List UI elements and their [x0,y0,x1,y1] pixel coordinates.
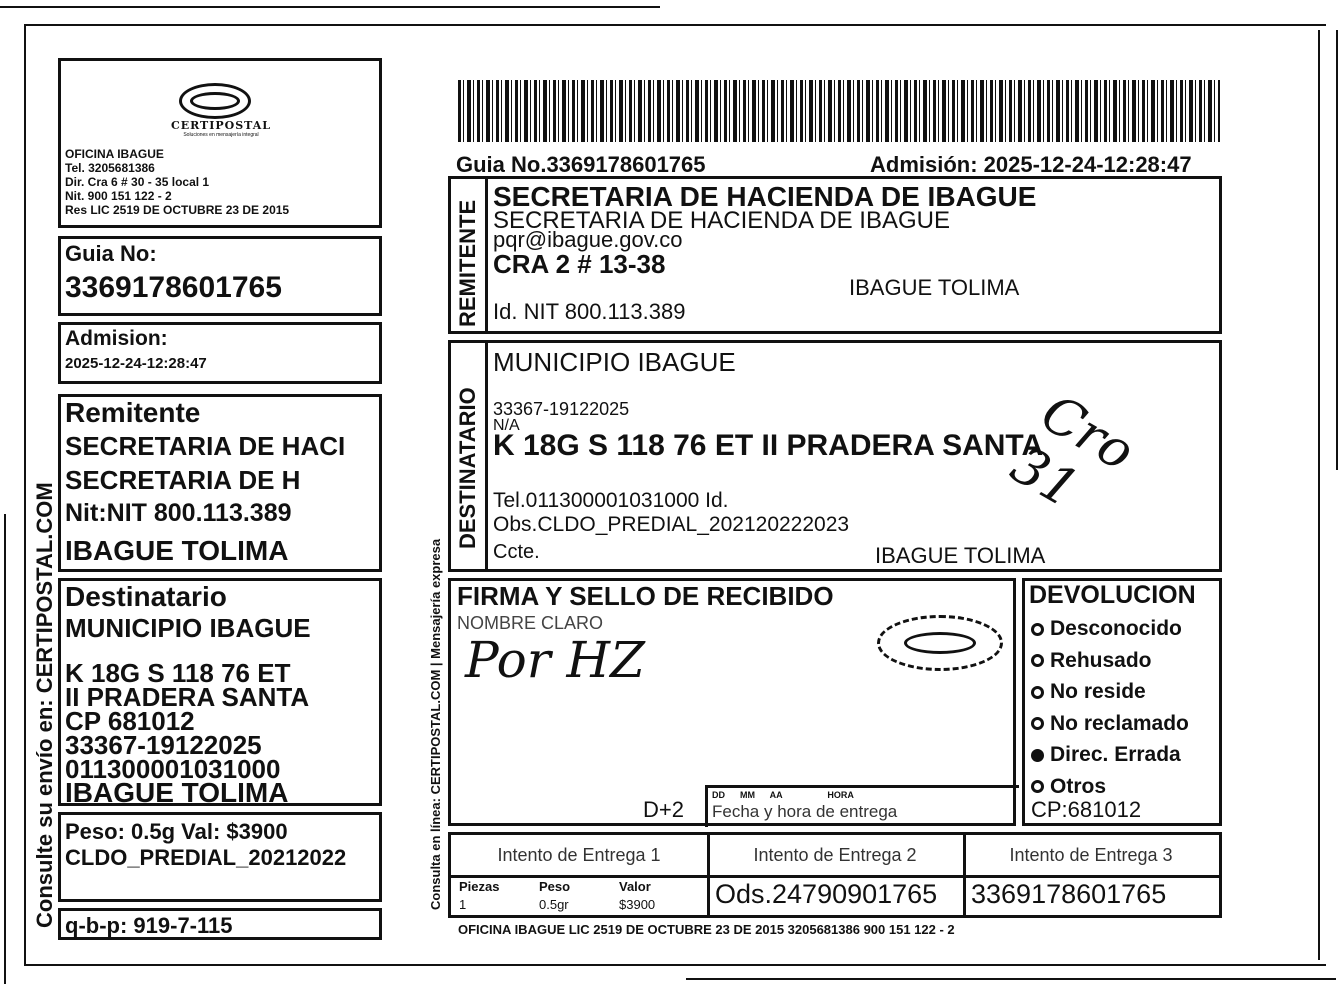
paper-right-edge [1318,30,1320,960]
dest-tel: 011300001031000 [65,754,281,784]
intentos-block [448,832,1222,918]
intento-1: Intento de Entrega 1 [497,845,661,865]
remitente-box [58,394,382,572]
dest-name: MUNICIPIO IBAGUE [65,613,311,643]
dest-ccte: Ccte. [493,541,540,563]
remitente-label: Remitente [65,397,201,428]
brand-tagline: Soluciones en mensajería integral [183,132,259,138]
guia-label: Guia No: [65,241,157,266]
fecha-label: Fecha y hora de entrega [712,802,898,821]
valor-value: $3900 [619,897,656,912]
dest-addr1: K 18G S 118 76 ET [65,658,291,688]
firma-block [448,578,1016,826]
dest-ref: 33367-19122025 [65,730,262,760]
option-no-reclamado[interactable]: No reclamado [1031,708,1189,740]
remitente-city: IBAGUE TOLIMA [65,535,289,566]
destinatario-box [58,578,382,806]
qbp-value: q-b-p: 919-7-115 [65,913,233,938]
cldo-line: CLDO_PREDIAL_20212022 [65,845,347,870]
dest-na: N/A [493,417,520,434]
piezas-value: 1 [459,897,467,912]
remitente-line2: SECRETARIA DE H [65,465,301,495]
dest-city-right: IBAGUE TOLIMA [875,543,1046,568]
intento-3: Intento de Entrega 3 [1009,845,1173,865]
rem-name2: SECRETARIA DE HACIENDA DE IBAGUE [493,207,950,234]
paper-bottom-edge [686,978,1336,980]
piezas-label: Piezas [459,879,500,894]
dest-addr-right: K 18G S 118 76 ET II PRADERA SANTA [493,429,1044,462]
peso-box [58,812,382,902]
paper-left-edge [4,514,6,984]
dest-addr2: II PRADERA SANTA [65,682,310,712]
stamp-icon [877,615,1003,671]
certipostal-logo-icon [179,83,251,119]
office-dir: Dir. Cra 6 # 30 - 35 local 1 [65,175,210,189]
remitente-nit: Nit:NIT 800.113.389 [65,499,292,527]
remitente-line1: SECRETARIA DE HACI [65,431,346,461]
remitente-block [448,176,1222,334]
option-direc-errada[interactable]: Direc. Errada [1031,739,1189,771]
paper-top-edge [0,6,660,8]
radio-icon [1031,654,1044,667]
barcode [458,80,1220,142]
dest-tab: DESTINATARIO [455,387,480,549]
peso-value: 0.5gr [539,897,569,912]
radio-icon [1031,686,1044,699]
option-rehusado[interactable]: Rehusado [1031,645,1189,677]
nombre-claro: NOMBRE CLARO [457,613,604,633]
valor-label: Valor [619,879,651,894]
guia-header: Guia No.3369178601765 [456,152,706,177]
admision-label: Admision: [65,327,168,350]
firma-title: FIRMA Y SELLO DE RECIBIDO [457,581,834,611]
footer-text: OFICINA IBAGUE LIC 2519 DE OCTUBRE 23 DE 2015 3205681386 900 151 122 - 2 [458,922,955,937]
office-res: Res LIC 2519 DE OCTUBRE 23 DE 2015 [65,203,290,217]
brand-name: CERTIPOSTAL [170,119,272,132]
admision-box [58,322,382,384]
guia-box [58,236,382,316]
paper-right-edge-2 [1336,30,1338,470]
rem-name1: SECRETARIA DE HACIENDA DE IBAGUE [493,181,1037,212]
consulte-vertical: Consulte su envío en: CERTIPOSTAL.COM [32,482,57,928]
guia-value: 3369178601765 [65,271,282,304]
option-otros[interactable]: Otros [1031,771,1189,803]
rem-addr: CRA 2 # 13-38 [493,249,666,279]
dest-city: IBAGUE TOLIMA [65,777,289,806]
fecha-box [705,785,1019,827]
d2-label: D+2 [643,797,684,822]
rem-email: pqr@ibague.gov.co [493,227,683,252]
dest-obs: Obs.CLDO_PREDIAL_202120222023 [493,513,850,536]
destinatario-block [448,340,1222,572]
fecha-header: DD MM AA HORA [712,790,854,800]
admision-header: Admisión: 2025-12-24-12:28:47 [870,152,1192,177]
dest-cp: CP 681012 [65,706,195,736]
dest-tel-right: Tel.011300001031000 Id. [493,489,729,512]
devolucion-title: DEVOLUCION [1029,581,1196,609]
radio-icon [1031,717,1044,730]
radio-checked-icon [1031,749,1044,762]
guia-bottom: 3369178601765 [971,879,1167,909]
consulta-vertical: Consulta en línea: CERTIPOSTAL.COM | Mensajería expresa [428,538,443,910]
devolucion-block [1022,578,1222,826]
qbp-box [58,908,382,940]
peso-label: Peso [539,879,571,894]
handwritten-sign: Por HZ [465,631,645,689]
handwritten-note: Cro 31 [1001,383,1145,521]
peso-line: Peso: 0.5g Val: $3900 [65,819,288,844]
office-tel: Tel. 3205681386 [65,161,155,175]
dest-label: Destinatario [65,581,227,612]
office-nit: Nit. 900 151 122 - 2 [65,189,172,203]
rem-city: IBAGUE TOLIMA [849,275,1020,300]
intento-2: Intento de Entrega 2 [753,845,917,865]
remitente-tab: REMITENTE [455,199,480,327]
admision-value: 2025-12-24-12:28:47 [65,355,207,372]
dest-ref-right: 33367-19122025 [493,399,630,419]
dest-name-right: MUNICIPIO IBAGUE [493,347,736,377]
rem-id: Id. NIT 800.113.389 [493,299,686,324]
radio-icon [1031,623,1044,636]
option-no-reside[interactable]: No reside [1031,676,1189,708]
office-box [58,58,382,228]
devolucion-cp: CP:681012 [1031,797,1142,822]
office-name: OFICINA IBAGUE [65,147,164,161]
radio-icon [1031,780,1044,793]
ods-value: Ods.24790901765 [715,879,938,909]
option-desconocido[interactable]: Desconocido [1031,613,1189,645]
